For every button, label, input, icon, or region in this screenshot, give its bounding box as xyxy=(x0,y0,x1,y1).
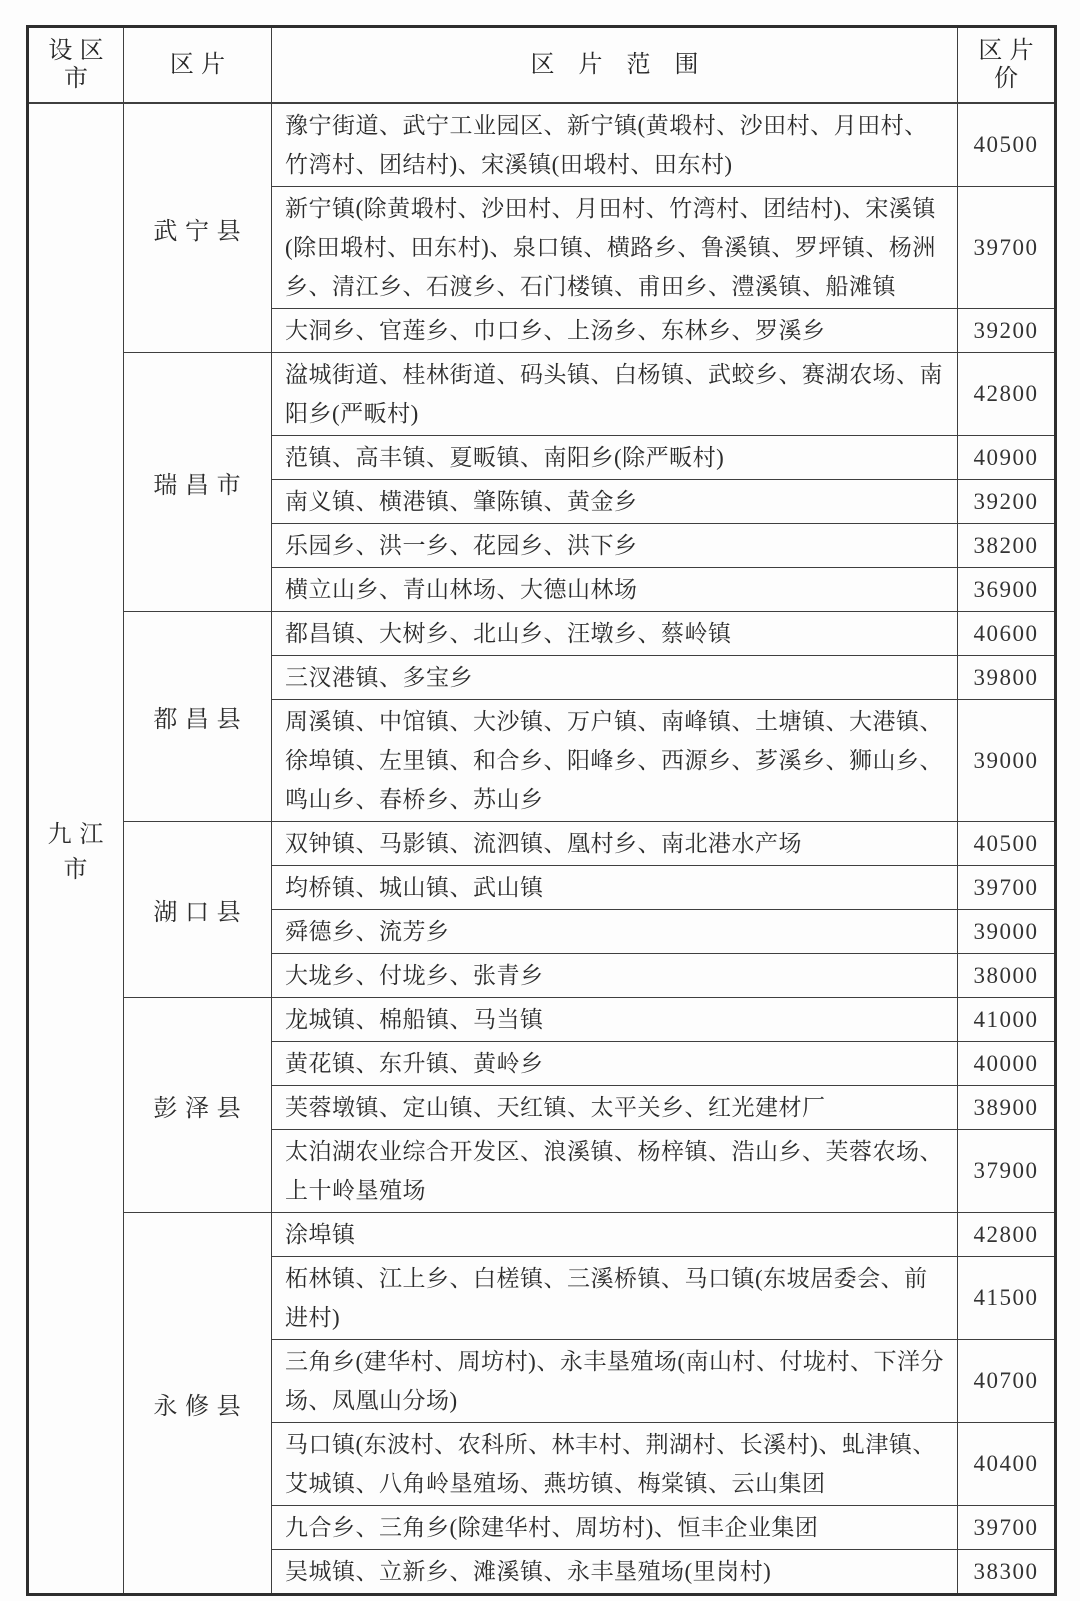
zone-price-cell: 40000 xyxy=(958,1042,1056,1086)
zone-price-cell: 40500 xyxy=(958,103,1056,187)
zone-scope-cell: 乐园乡、洪一乡、花园乡、洪下乡 xyxy=(272,524,958,568)
zone-scope-cell: 豫宁街道、武宁工业园区、新宁镇(黄塅村、沙田村、月田村、竹湾村、团结村)、宋溪镇(田塅村、田东村) xyxy=(272,103,958,187)
zone-price-cell: 42800 xyxy=(958,353,1056,436)
header-zone-scope: 区片范围 xyxy=(272,27,958,104)
zone-scope-cell: 新宁镇(除黄塅村、沙田村、月田村、竹湾村、团结村)、宋溪镇(除田塅村、田东村)、泉口镇、横路乡、鲁溪镇、罗坪镇、杨洲乡、清江乡、石渡乡、石门楼镇、甫田乡、澧溪镇、船滩镇 xyxy=(272,187,958,309)
zone-scope-cell: 吴城镇、立新乡、滩溪镇、永丰垦殖场(里岗村) xyxy=(272,1550,958,1595)
zone-price-cell: 37900 xyxy=(958,1130,1056,1213)
table-body xyxy=(28,103,1056,1595)
table-row xyxy=(28,103,1056,187)
city-cell: 九江市 xyxy=(28,103,124,1595)
zone-scope-cell: 舜德乡、流芳乡 xyxy=(272,910,958,954)
zone-price-cell: 39700 xyxy=(958,187,1056,309)
zone-scope-cell: 黄花镇、东升镇、黄岭乡 xyxy=(272,1042,958,1086)
zone-price-cell: 41500 xyxy=(958,1257,1056,1340)
zone-scope-cell: 三角乡(建华村、周坊村)、永丰垦殖场(南山村、付垅村、下洋分场、凤凰山分场) xyxy=(272,1340,958,1423)
county-cell: 瑞昌市 xyxy=(124,353,272,612)
zone-scope-cell: 大洞乡、官莲乡、巾口乡、上汤乡、东林乡、罗溪乡 xyxy=(272,309,958,353)
county-cell: 武宁县 xyxy=(124,103,272,353)
county-cell: 永修县 xyxy=(124,1213,272,1595)
table-row xyxy=(28,1213,1056,1257)
header-city: 设区市 xyxy=(28,27,124,104)
zone-price-cell: 38200 xyxy=(958,524,1056,568)
zone-price-cell: 41000 xyxy=(958,998,1056,1042)
zone-price-cell: 40400 xyxy=(958,1423,1056,1506)
zone-scope-cell: 南义镇、横港镇、肇陈镇、黄金乡 xyxy=(272,480,958,524)
header-zone: 区片 xyxy=(124,27,272,104)
zone-scope-cell: 太泊湖农业综合开发区、浪溪镇、杨梓镇、浩山乡、芙蓉农场、上十岭垦殖场 xyxy=(272,1130,958,1213)
zone-price-cell: 39800 xyxy=(958,656,1056,700)
county-cell: 湖口县 xyxy=(124,822,272,998)
header-zone-price: 区片价 xyxy=(958,27,1056,104)
zone-scope-cell: 九合乡、三角乡(除建华村、周坊村)、恒丰企业集团 xyxy=(272,1506,958,1550)
zone-scope-cell: 芙蓉墩镇、定山镇、天红镇、太平关乡、红光建材厂 xyxy=(272,1086,958,1130)
zone-scope-cell: 三汊港镇、多宝乡 xyxy=(272,656,958,700)
zone-price-cell: 39700 xyxy=(958,1506,1056,1550)
table-row xyxy=(28,612,1056,656)
zone-price-cell: 39200 xyxy=(958,309,1056,353)
county-cell: 彭泽县 xyxy=(124,998,272,1213)
zone-price-cell: 39000 xyxy=(958,700,1056,822)
zone-scope-cell: 周溪镇、中馆镇、大沙镇、万户镇、南峰镇、土塘镇、大港镇、徐埠镇、左里镇、和合乡、阳峰乡、西源乡、芗溪乡、狮山乡、鸣山乡、春桥乡、苏山乡 xyxy=(272,700,958,822)
zone-price-cell: 38900 xyxy=(958,1086,1056,1130)
table-row xyxy=(28,998,1056,1042)
zone-price-cell: 42800 xyxy=(958,1213,1056,1257)
zone-scope-cell: 马口镇(东波村、农科所、林丰村、荆湖村、长溪村)、虬津镇、艾城镇、八角岭垦殖场、燕坊镇、梅棠镇、云山集团 xyxy=(272,1423,958,1506)
zone-price-cell: 38300 xyxy=(958,1550,1056,1595)
zone-price-cell: 39200 xyxy=(958,480,1056,524)
land-price-table xyxy=(26,25,1057,1596)
zone-price-cell: 40700 xyxy=(958,1340,1056,1423)
zone-scope-cell: 龙城镇、棉船镇、马当镇 xyxy=(272,998,958,1042)
zone-scope-cell: 涂埠镇 xyxy=(272,1213,958,1257)
zone-price-cell: 40600 xyxy=(958,612,1056,656)
zone-scope-cell: 范镇、高丰镇、夏畈镇、南阳乡(除严畈村) xyxy=(272,436,958,480)
zone-scope-cell: 都昌镇、大树乡、北山乡、汪墩乡、蔡岭镇 xyxy=(272,612,958,656)
zone-price-cell: 40900 xyxy=(958,436,1056,480)
zone-scope-cell: 湓城街道、桂林街道、码头镇、白杨镇、武蛟乡、赛湖农场、南阳乡(严畈村) xyxy=(272,353,958,436)
table-row xyxy=(28,822,1056,866)
zone-scope-cell: 大垅乡、付垅乡、张青乡 xyxy=(272,954,958,998)
zone-scope-cell: 双钟镇、马影镇、流泗镇、凰村乡、南北港水产场 xyxy=(272,822,958,866)
table-header-row xyxy=(28,27,1056,104)
zone-scope-cell: 均桥镇、城山镇、武山镇 xyxy=(272,866,958,910)
zone-price-cell: 36900 xyxy=(958,568,1056,612)
zone-price-cell: 40500 xyxy=(958,822,1056,866)
zone-price-cell: 39700 xyxy=(958,866,1056,910)
zone-scope-cell: 横立山乡、青山林场、大德山林场 xyxy=(272,568,958,612)
zone-price-cell: 38000 xyxy=(958,954,1056,998)
table-row xyxy=(28,353,1056,436)
zone-scope-cell: 柘林镇、江上乡、白槎镇、三溪桥镇、马口镇(东坡居委会、前进村) xyxy=(272,1257,958,1340)
zone-price-cell: 39000 xyxy=(958,910,1056,954)
county-cell: 都昌县 xyxy=(124,612,272,822)
